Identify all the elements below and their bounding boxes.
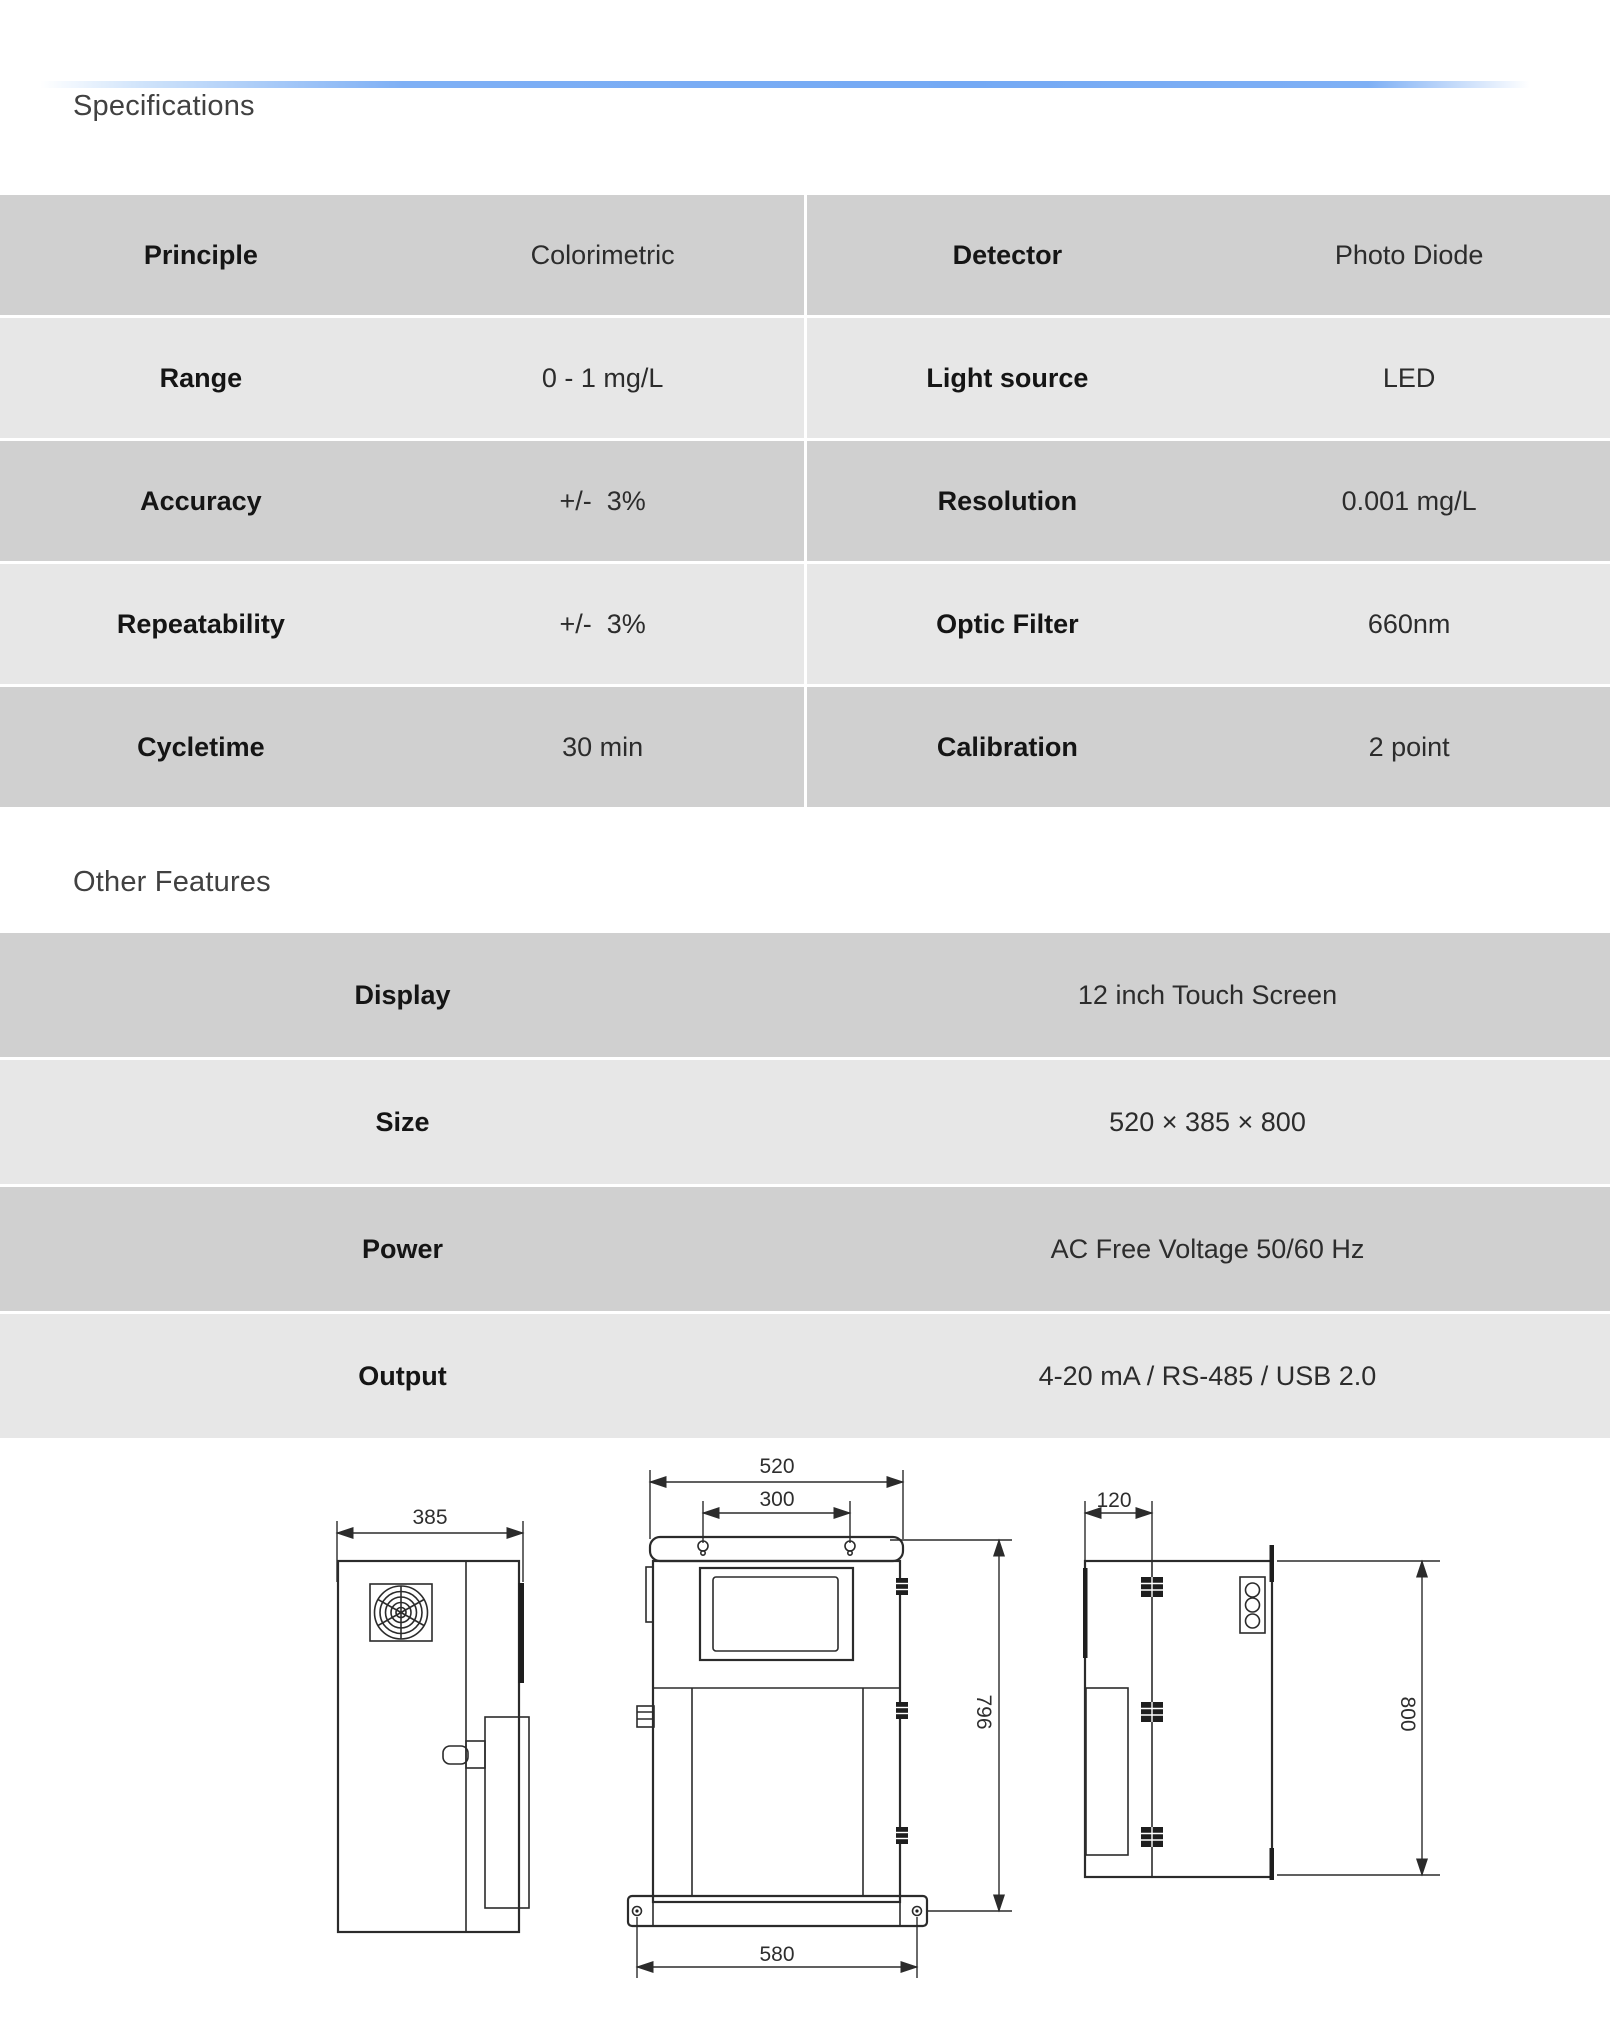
dimension-front-height <box>890 1540 1012 1911</box>
table-row <box>0 318 804 438</box>
touch-screen <box>700 1568 853 1660</box>
table-row <box>0 687 804 807</box>
dimension-drawing-svg <box>0 1440 1610 2024</box>
table-row <box>807 195 1610 315</box>
spec-label: Resolution <box>937 485 1078 516</box>
feature-value: 4-20 mA / RS-485 / USB 2.0 <box>1038 1360 1377 1391</box>
spec-label: Range <box>159 362 243 393</box>
spec-table-right-half <box>807 195 1610 807</box>
feature-label: Power <box>361 1233 444 1264</box>
hinge <box>1141 1702 1163 1722</box>
spec-value: 660nm <box>1367 608 1451 639</box>
feature-value: 12 inch Touch Screen <box>1077 979 1338 1010</box>
side-view-drawing <box>337 1506 529 1932</box>
table-row <box>0 564 804 684</box>
table-row <box>807 441 1610 561</box>
hinge <box>1141 1827 1163 1847</box>
feature-label: Output <box>358 1360 447 1391</box>
fan-grille-icon <box>370 1584 432 1641</box>
specifications-heading: Specifications <box>73 90 255 122</box>
specifications-table <box>0 195 1610 807</box>
right-cabinet-body <box>1085 1561 1272 1877</box>
spec-label: Detector <box>952 239 1063 270</box>
cable-gland-plate <box>1240 1577 1265 1633</box>
dim-520-label: 520 <box>759 1455 795 1478</box>
hinge <box>896 1702 908 1719</box>
spec-value: 30 min <box>562 731 644 762</box>
spec-value: +/- 3% <box>559 608 646 639</box>
right-side-view-drawing <box>1083 1489 1440 1880</box>
spec-label: Principle <box>143 239 258 270</box>
dimension-side-width <box>337 1506 523 1582</box>
table-row <box>0 1314 1610 1438</box>
dimension-mount-hole-spacing <box>703 1488 850 1543</box>
other-features-table <box>0 933 1610 1438</box>
dimension-door-depth <box>1085 1489 1152 1561</box>
feature-value: 520 × 385 × 800 <box>1109 1106 1306 1137</box>
other-features-heading: Other Features <box>73 866 271 898</box>
spec-value: Photo Diode <box>1334 239 1484 270</box>
spec-value: 0 - 1 mg/L <box>541 362 664 393</box>
spec-value: 0.001 mg/L <box>1341 485 1477 516</box>
dim-120-label: 120 <box>1096 1489 1132 1512</box>
dimension-side-height <box>1277 1561 1440 1875</box>
accent-gradient-bar <box>0 81 1610 88</box>
front-view-drawing <box>628 1455 1012 1978</box>
mount-bracket-tab-top <box>1270 1545 1275 1582</box>
mount-bracket-tab-bottom <box>1270 1848 1275 1880</box>
side-door-handle <box>443 1741 485 1768</box>
feature-value: AC Free Voltage 50/60 Hz <box>1050 1233 1365 1264</box>
base-plate <box>628 1896 927 1926</box>
right-seal-bar <box>1083 1568 1088 1658</box>
dim-580-label: 580 <box>759 1943 795 1966</box>
spec-label: Optic Filter <box>936 608 1079 639</box>
dim-800-label: 800 <box>1396 1696 1419 1732</box>
feature-label: Display <box>354 979 451 1010</box>
table-row <box>0 1187 1610 1311</box>
front-door-latch <box>637 1706 654 1727</box>
spec-value: Colorimetric <box>530 239 675 270</box>
side-seal-bar <box>519 1583 525 1683</box>
spec-label: Accuracy <box>140 485 262 516</box>
table-row <box>0 195 804 315</box>
spec-label: Calibration <box>936 731 1078 762</box>
hinge <box>1141 1577 1163 1597</box>
technical-drawings <box>0 1440 1610 2024</box>
dim-300-label: 300 <box>759 1488 795 1511</box>
spec-label: Light source <box>926 362 1089 393</box>
spec-table-left-half <box>0 195 804 807</box>
hinge <box>896 1827 908 1844</box>
spec-label: Cycletime <box>137 731 265 762</box>
table-row <box>0 933 1610 1057</box>
spec-value: +/- 3% <box>559 485 646 516</box>
front-top-lid <box>650 1537 903 1561</box>
dim-796-label: 796 <box>972 1694 995 1730</box>
spec-value: LED <box>1382 362 1436 393</box>
right-rear-panel <box>1086 1688 1128 1855</box>
side-cabinet-body <box>338 1561 519 1932</box>
spec-value: 2 point <box>1368 731 1450 762</box>
dim-385-label: 385 <box>412 1506 448 1529</box>
table-row <box>807 687 1610 807</box>
spec-label: Repeatability <box>116 608 285 639</box>
table-row <box>0 1060 1610 1184</box>
feature-label: Size <box>375 1106 430 1137</box>
table-row <box>0 441 804 561</box>
side-rear-panel <box>485 1717 529 1908</box>
hinge <box>896 1578 908 1595</box>
table-row <box>807 564 1610 684</box>
table-row <box>807 318 1610 438</box>
